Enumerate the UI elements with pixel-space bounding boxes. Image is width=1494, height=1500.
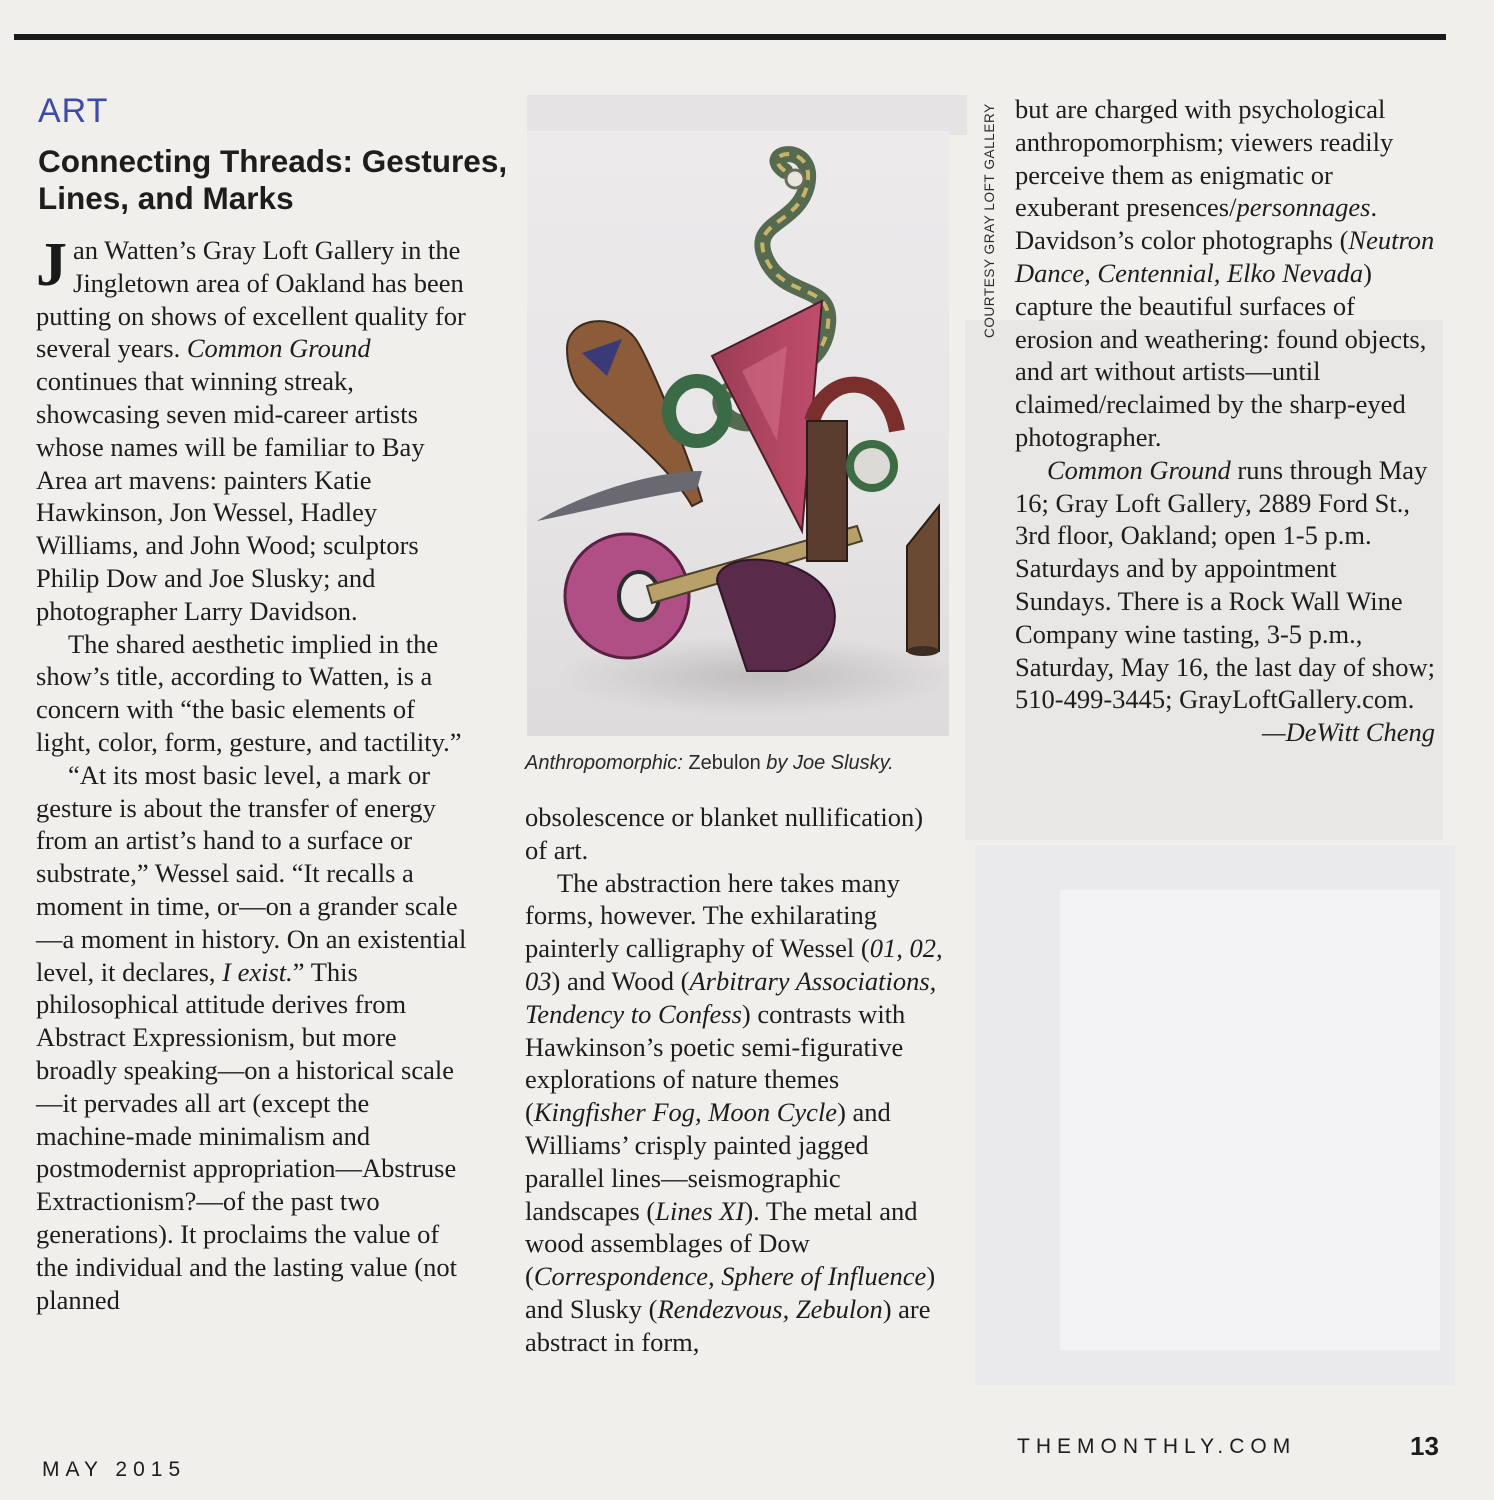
article-headline: Connecting Threads: Gestures, Lines, and Marks [38, 143, 508, 216]
issue-date: MAY 2015 [42, 1458, 187, 1481]
zebulon-sculpture-illustration [527, 131, 949, 736]
paragraph-4: obsolescence or blanket nullification) of art. [525, 802, 924, 865]
drop-cap: J [36, 231, 67, 299]
paragraph-1: Jan Watten’s Gray Loft Gallery in the Jingletown area of Oakland has been putting on shows of excellent quality for several years. Common Ground continues that winning streak, showcasing seven mid-career artists whose names will be familiar to Bay Area art mavens: painters Katie Hawkinson, Jon Wessel, Hadley Williams, and John Wood; sculptors Philip Dow and Joe Slusky; and photographer Larry Davidson. [36, 231, 466, 626]
article-column-2 [525, 801, 949, 1359]
article-column-1 [36, 231, 470, 1316]
top-rule [14, 34, 1446, 40]
show-title: Common Ground [186, 333, 371, 364]
website-footer: THEMONTHLY.COM [1017, 1435, 1297, 1458]
column-shape [907, 506, 939, 651]
paragraph-6: but are charged with psychological anthropomorphism; viewers readily perceive them as enigmatic or exuberant presences/personnages. Davidson’s color photographs (Neutron Dance, Centennial, Elko Nevada) capture the beautiful surfaces of erosion and weathering: found objects, and art without artists—until claimed/reclaimed by the sharp-eyed photographer. [1015, 94, 1435, 452]
block-shape [807, 421, 847, 561]
author-byline: —DeWitt Cheng [1262, 717, 1435, 748]
ribbon-tip [786, 170, 804, 188]
paragraph-5: The abstraction here takes many forms, however. The exhilarating painterly calligraphy of Wessel (01, 02, 03) and Wood (Arbitrary Associations, Tendency to Confess) contrasts with Hawkinson’s poetic semi-figurative explorations of nature themes (Kingfisher Fog, Moon Cycle) and Williams’ crisply painted jagged parallel lines—seismographic landscapes (Lines XI). The metal and wood assemblages of Dow (Correspondence, Sphere of Influence) and Slusky (Rendezvous, Zebulon) are abstract in form, [525, 867, 943, 1357]
blade-shape [537, 471, 702, 521]
photo-credit: COURTESY GRAY LOFT GALLERY [982, 103, 997, 338]
section-label: ART [38, 92, 109, 130]
sculpture-photo [527, 131, 949, 736]
paragraph-7: Common Ground runs through May 16; Gray Loft Gallery, 2889 Ford St., 3rd floor, Oakland; open 1-5 p.m. Saturdays and by appointment Sundays. There is a Rock Wall Wine Company wine tasting, 3-5 p.m., Saturday, May 16, the last day of show; 510-499-3445; GrayLoftGallery.com. [1015, 454, 1436, 715]
paragraph-2: The shared aesthetic implied in the show’s title, according to Watten, is a concern with “the basic elements of light, color, form, gesture, and tactility.” [36, 628, 462, 757]
page-number: 13 [1410, 1431, 1439, 1461]
photo-caption: Anthropomorphic: Zebulon by Joe Slusky. [525, 752, 894, 774]
article-column-3 [1015, 93, 1435, 749]
bleed-through-shade [527, 95, 967, 135]
paragraph-3: “At its most basic level, a mark or gesture is about the transfer of energy from an artist’s hand to a surface or substrate,” Wessel said. “It recalls a moment in time, or—on a grander scale—a moment in history. On an existential level, it declares, I exist.” This philosophical attitude derives from Abstract Expressionism, but more broadly speaking—on a historical scale—it pervades all art (except the machine-made minimalism and postmodernist appropriation—Abstruse Extractionism?—of the past two generations). It proclaims the value of the individual and the lasting value (not planned [36, 759, 467, 1315]
blank-panel [1060, 890, 1440, 1350]
column-base [907, 646, 939, 656]
lens-ring [850, 444, 894, 488]
